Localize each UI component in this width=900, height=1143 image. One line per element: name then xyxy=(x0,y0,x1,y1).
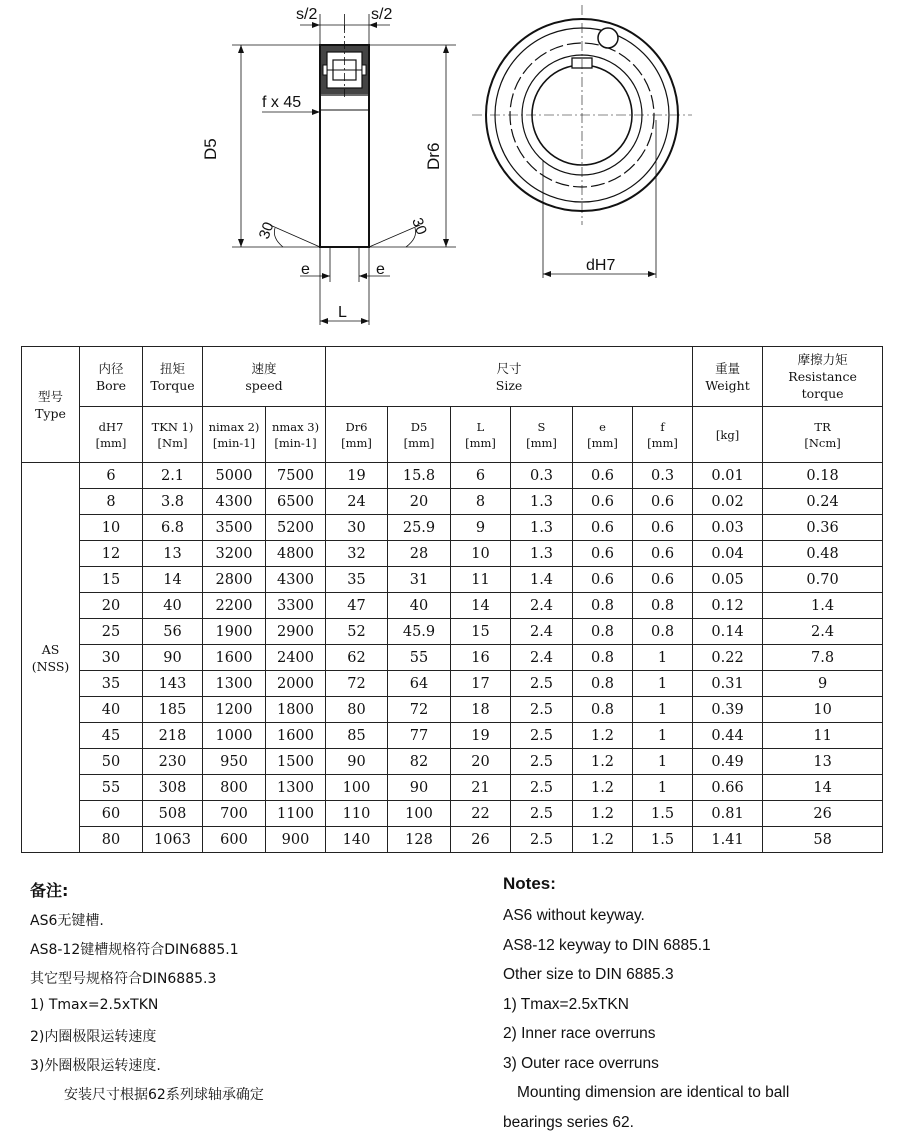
table-body xyxy=(22,463,883,853)
table-cell: 1900 xyxy=(203,619,266,645)
table-cell: 55 xyxy=(80,775,143,801)
table-cell: 0.39 xyxy=(693,697,763,723)
table-cell: 12 xyxy=(80,541,143,567)
table-cell: 2900 xyxy=(266,619,326,645)
table-cell: 0.22 xyxy=(693,645,763,671)
table-cell: 0.14 xyxy=(693,619,763,645)
notes-en-line: Mounting dimension are identical to ball xyxy=(503,1084,789,1114)
table-cell: 4300 xyxy=(203,489,266,515)
torque-header: 扭矩 Torque xyxy=(143,347,203,407)
col-d5-header: D5 [mm] xyxy=(388,407,451,463)
table-cell: 9 xyxy=(451,515,511,541)
table-cell: 2.1 xyxy=(143,463,203,489)
table-cell: 85 xyxy=(326,723,388,749)
table-cell: 3300 xyxy=(266,593,326,619)
table-cell: 18 xyxy=(451,697,511,723)
size-header: 尺寸 Size xyxy=(326,347,693,407)
table-cell: 1.3 xyxy=(511,541,573,567)
table-cell: 35 xyxy=(326,567,388,593)
table-cell: 1063 xyxy=(143,827,203,853)
specification-table xyxy=(21,346,883,853)
table-cell: 185 xyxy=(143,697,203,723)
table-cell: 13 xyxy=(763,749,883,775)
notes-cn-title: 备注: xyxy=(30,878,264,910)
table-cell: 230 xyxy=(143,749,203,775)
table-cell: 0.24 xyxy=(763,489,883,515)
table-cell: 0.8 xyxy=(573,697,633,723)
table-cell: 11 xyxy=(451,567,511,593)
table-cell: 45 xyxy=(80,723,143,749)
table-cell: 1600 xyxy=(266,723,326,749)
table-cell: 600 xyxy=(203,827,266,853)
table-cell: 0.12 xyxy=(693,593,763,619)
col-dr6-header: Dr6 [mm] xyxy=(326,407,388,463)
table-cell: 64 xyxy=(388,671,451,697)
table-cell: 22 xyxy=(451,801,511,827)
table-cell: 0.6 xyxy=(573,541,633,567)
table-cell: 950 xyxy=(203,749,266,775)
table-cell: 14 xyxy=(763,775,883,801)
table-cell: 0.18 xyxy=(763,463,883,489)
table-cell: 2.4 xyxy=(763,619,883,645)
table-cell: 0.8 xyxy=(573,619,633,645)
table-cell: 30 xyxy=(80,645,143,671)
col-nimax-header: nimax 2) [min-1] xyxy=(203,407,266,463)
table-cell: 0.44 xyxy=(693,723,763,749)
table-cell: 60 xyxy=(80,801,143,827)
bearing-technical-drawing xyxy=(0,0,900,335)
table-cell: 15 xyxy=(451,619,511,645)
table-cell: 40 xyxy=(143,593,203,619)
table-row xyxy=(22,619,883,645)
table-cell: 1.2 xyxy=(573,723,633,749)
table-cell: 0.49 xyxy=(693,749,763,775)
table-cell: 28 xyxy=(388,541,451,567)
table-cell: 5200 xyxy=(266,515,326,541)
table-cell: 25.9 xyxy=(388,515,451,541)
table-cell: 1.41 xyxy=(693,827,763,853)
table-cell: 24 xyxy=(326,489,388,515)
s-half-right-label: s/2 xyxy=(371,6,392,23)
table-cell: 2.5 xyxy=(511,749,573,775)
table-cell: 10 xyxy=(451,541,511,567)
table-cell: 0.8 xyxy=(573,593,633,619)
table-cell: 6 xyxy=(451,463,511,489)
table-cell: 0.8 xyxy=(633,593,693,619)
table-cell: 0.6 xyxy=(633,489,693,515)
table-cell: 90 xyxy=(388,775,451,801)
table-cell: 40 xyxy=(388,593,451,619)
table-cell: 50 xyxy=(80,749,143,775)
table-cell: 14 xyxy=(451,593,511,619)
type-header: 型号 Type xyxy=(22,347,80,463)
table-cell: 0.6 xyxy=(633,567,693,593)
table-cell: 1.4 xyxy=(511,567,573,593)
table-cell: 14 xyxy=(143,567,203,593)
table-row xyxy=(22,749,883,775)
table-cell: 8 xyxy=(451,489,511,515)
table-row xyxy=(22,671,883,697)
resistance-header: 摩擦力矩 Resistance torque xyxy=(763,347,883,407)
table-row xyxy=(22,593,883,619)
col-tr-header: TR [Ncm] xyxy=(763,407,883,463)
table-cell: 0.6 xyxy=(573,567,633,593)
table-cell: 1800 xyxy=(266,697,326,723)
table-cell: 45.9 xyxy=(388,619,451,645)
table-cell: 0.8 xyxy=(573,645,633,671)
table-cell: 1300 xyxy=(203,671,266,697)
table-cell: 2.5 xyxy=(511,723,573,749)
notes-en-line: 2) Inner race overruns xyxy=(503,1025,789,1055)
notes-en-line: 1) Tmax=2.5xTKN xyxy=(503,996,789,1026)
speed-header: 速度 speed xyxy=(203,347,326,407)
table-cell: 20 xyxy=(388,489,451,515)
table-cell: 1.2 xyxy=(573,827,633,853)
table-cell: 1 xyxy=(633,749,693,775)
table-cell: 1 xyxy=(633,671,693,697)
table-cell: 26 xyxy=(451,827,511,853)
table-cell: 2000 xyxy=(266,671,326,697)
table-cell: 72 xyxy=(326,671,388,697)
table-cell: 1 xyxy=(633,645,693,671)
table-cell: 20 xyxy=(80,593,143,619)
table-cell: 8 xyxy=(80,489,143,515)
table-cell: 3500 xyxy=(203,515,266,541)
table-cell: 0.02 xyxy=(693,489,763,515)
table-cell: 10 xyxy=(80,515,143,541)
table-cell: 1 xyxy=(633,723,693,749)
table-row xyxy=(22,827,883,853)
table-cell: 15 xyxy=(80,567,143,593)
table-cell: 2.4 xyxy=(511,645,573,671)
table-cell: 20 xyxy=(451,749,511,775)
col-tkn-header: TKN 1) [Nm] xyxy=(143,407,203,463)
notes-en-line: AS8-12 keyway to DIN 6885.1 xyxy=(503,937,789,967)
table-cell: 700 xyxy=(203,801,266,827)
table-cell: 100 xyxy=(326,775,388,801)
table-cell: 80 xyxy=(326,697,388,723)
table-row xyxy=(22,567,883,593)
table-row xyxy=(22,541,883,567)
table-cell: 1600 xyxy=(203,645,266,671)
table-cell: 72 xyxy=(388,697,451,723)
table-cell: 0.3 xyxy=(633,463,693,489)
table-cell: 2200 xyxy=(203,593,266,619)
table-cell: 2.5 xyxy=(511,827,573,853)
table-cell: 1.5 xyxy=(633,827,693,853)
table-cell: 2.5 xyxy=(511,671,573,697)
table-cell: 0.03 xyxy=(693,515,763,541)
notes-cn-line: AS6无键槽. xyxy=(30,910,264,939)
table-cell: 128 xyxy=(388,827,451,853)
col-l-header: L [mm] xyxy=(451,407,511,463)
table-row xyxy=(22,723,883,749)
table-row xyxy=(22,489,883,515)
table-cell: 52 xyxy=(326,619,388,645)
table-cell: 1.2 xyxy=(573,749,633,775)
table-cell: 1200 xyxy=(203,697,266,723)
table-cell: 40 xyxy=(80,697,143,723)
dr6-label: Dr6 xyxy=(424,143,443,170)
table-cell: 7.8 xyxy=(763,645,883,671)
table-cell: 1.2 xyxy=(573,775,633,801)
bore-label: dH7 xyxy=(586,257,615,274)
table-cell: 16 xyxy=(451,645,511,671)
table-row xyxy=(22,697,883,723)
table-cell: 1 xyxy=(633,697,693,723)
table-cell: 2.5 xyxy=(511,775,573,801)
table-cell: 32 xyxy=(326,541,388,567)
table-cell: 31 xyxy=(388,567,451,593)
table-cell: 0.05 xyxy=(693,567,763,593)
table-row xyxy=(22,463,883,489)
table-row xyxy=(22,801,883,827)
angle-left-label: 30 xyxy=(256,220,278,241)
table-cell: 0.48 xyxy=(763,541,883,567)
table-cell: 0.81 xyxy=(693,801,763,827)
table-cell: 1.4 xyxy=(763,593,883,619)
table-cell: 0.04 xyxy=(693,541,763,567)
table-cell: 2.5 xyxy=(511,697,573,723)
table-cell: 17 xyxy=(451,671,511,697)
e-right-label: e xyxy=(376,261,385,278)
table-cell: 2.5 xyxy=(511,801,573,827)
table-cell: 1.3 xyxy=(511,515,573,541)
table-cell: 0.6 xyxy=(573,489,633,515)
table-cell: 11 xyxy=(763,723,883,749)
bore-header: 内径 Bore xyxy=(80,347,143,407)
notes-en-line: AS6 without keyway. xyxy=(503,907,789,937)
table-cell: 143 xyxy=(143,671,203,697)
notes-english xyxy=(503,874,789,1143)
table-cell: 0.31 xyxy=(693,671,763,697)
table-cell: 19 xyxy=(326,463,388,489)
table-cell: 1100 xyxy=(266,801,326,827)
table-cell: 0.8 xyxy=(573,671,633,697)
table-cell: 1000 xyxy=(203,723,266,749)
table-cell: 3200 xyxy=(203,541,266,567)
notes-en-line: bearings series 62. xyxy=(503,1114,789,1143)
notes-chinese xyxy=(30,878,264,1113)
table-cell: 77 xyxy=(388,723,451,749)
table-cell: 80 xyxy=(80,827,143,853)
table-cell: 0.3 xyxy=(511,463,573,489)
table-row xyxy=(22,775,883,801)
table-cell: 6 xyxy=(80,463,143,489)
table-cell: 1 xyxy=(633,775,693,801)
table-cell: 0.01 xyxy=(693,463,763,489)
d5-label: D5 xyxy=(201,138,220,160)
table-row xyxy=(22,645,883,671)
table-cell: 90 xyxy=(143,645,203,671)
table-cell: 0.8 xyxy=(633,619,693,645)
table-cell: 800 xyxy=(203,775,266,801)
notes-cn-line: 1) Tmax=2.5xTKN xyxy=(30,997,264,1026)
table-cell: 140 xyxy=(326,827,388,853)
col-namax-header: nmax 3) [min-1] xyxy=(266,407,326,463)
col-kg-header: [kg] xyxy=(693,407,763,463)
notes-en-line: 3) Outer race overruns xyxy=(503,1055,789,1085)
table-cell: 56 xyxy=(143,619,203,645)
table-cell: 0.66 xyxy=(693,775,763,801)
angle-right-label: 30 xyxy=(408,216,430,237)
section-view xyxy=(232,14,456,325)
col-e-header: e [mm] xyxy=(573,407,633,463)
table-cell: 0.6 xyxy=(573,515,633,541)
notes-cn-line: 其它型号规格符合DIN6885.3 xyxy=(30,968,264,997)
table-cell: 9 xyxy=(763,671,883,697)
table-row xyxy=(22,515,883,541)
table-cell: 2.4 xyxy=(511,619,573,645)
e-left-label: e xyxy=(301,261,310,278)
table-cell: 308 xyxy=(143,775,203,801)
weight-header: 重量 Weight xyxy=(693,347,763,407)
table-cell: 90 xyxy=(326,749,388,775)
notes-cn-line: AS8-12键槽规格符合DIN6885.1 xyxy=(30,939,264,968)
table-cell: 1.5 xyxy=(633,801,693,827)
table-cell: 0.6 xyxy=(573,463,633,489)
table-cell: 5000 xyxy=(203,463,266,489)
table-cell: 0.6 xyxy=(633,541,693,567)
table-cell: 15.8 xyxy=(388,463,451,489)
table-cell: 25 xyxy=(80,619,143,645)
table-cell: 6.8 xyxy=(143,515,203,541)
table-cell: 100 xyxy=(388,801,451,827)
chamfer-label: f x 45 xyxy=(262,94,301,111)
table-cell: 30 xyxy=(326,515,388,541)
table-cell: 6500 xyxy=(266,489,326,515)
notes-cn-line: 2)内圈极限运转速度 xyxy=(30,1026,264,1055)
table-cell: 62 xyxy=(326,645,388,671)
table-cell: 1.3 xyxy=(511,489,573,515)
table-cell: 82 xyxy=(388,749,451,775)
table-cell: 3.8 xyxy=(143,489,203,515)
s-half-left-label: s/2 xyxy=(296,6,317,23)
table-cell: 47 xyxy=(326,593,388,619)
length-label: L xyxy=(338,304,347,321)
table-cell: 35 xyxy=(80,671,143,697)
table-cell: 1300 xyxy=(266,775,326,801)
col-d-header: dH7 [mm] xyxy=(80,407,143,463)
table-cell: 508 xyxy=(143,801,203,827)
table-cell: 58 xyxy=(763,827,883,853)
table-cell: 19 xyxy=(451,723,511,749)
notes-cn-line: 安装尺寸根据62系列球轴承确定 xyxy=(30,1084,264,1113)
table-cell: 13 xyxy=(143,541,203,567)
table-cell: 218 xyxy=(143,723,203,749)
table-cell: 10 xyxy=(763,697,883,723)
table-cell: 2800 xyxy=(203,567,266,593)
front-view xyxy=(472,5,692,278)
table-cell: 0.6 xyxy=(633,515,693,541)
table-cell: 110 xyxy=(326,801,388,827)
table-cell: 4300 xyxy=(266,567,326,593)
table-cell: 7500 xyxy=(266,463,326,489)
notes-cn-line: 3)外圈极限运转速度. xyxy=(30,1055,264,1084)
table-cell: 4800 xyxy=(266,541,326,567)
col-s-header: S [mm] xyxy=(511,407,573,463)
notes-en-title: Notes: xyxy=(503,874,789,907)
table-cell: 1.2 xyxy=(573,801,633,827)
type-value-cell: AS (NSS) xyxy=(22,463,80,853)
table-cell: 2400 xyxy=(266,645,326,671)
table-cell: 26 xyxy=(763,801,883,827)
col-f-header: f [mm] xyxy=(633,407,693,463)
table-cell: 0.70 xyxy=(763,567,883,593)
table-cell: 2.4 xyxy=(511,593,573,619)
table-cell: 21 xyxy=(451,775,511,801)
notes-en-line: Other size to DIN 6885.3 xyxy=(503,966,789,996)
table-cell: 0.36 xyxy=(763,515,883,541)
table-cell: 1500 xyxy=(266,749,326,775)
table-cell: 900 xyxy=(266,827,326,853)
table-cell: 55 xyxy=(388,645,451,671)
